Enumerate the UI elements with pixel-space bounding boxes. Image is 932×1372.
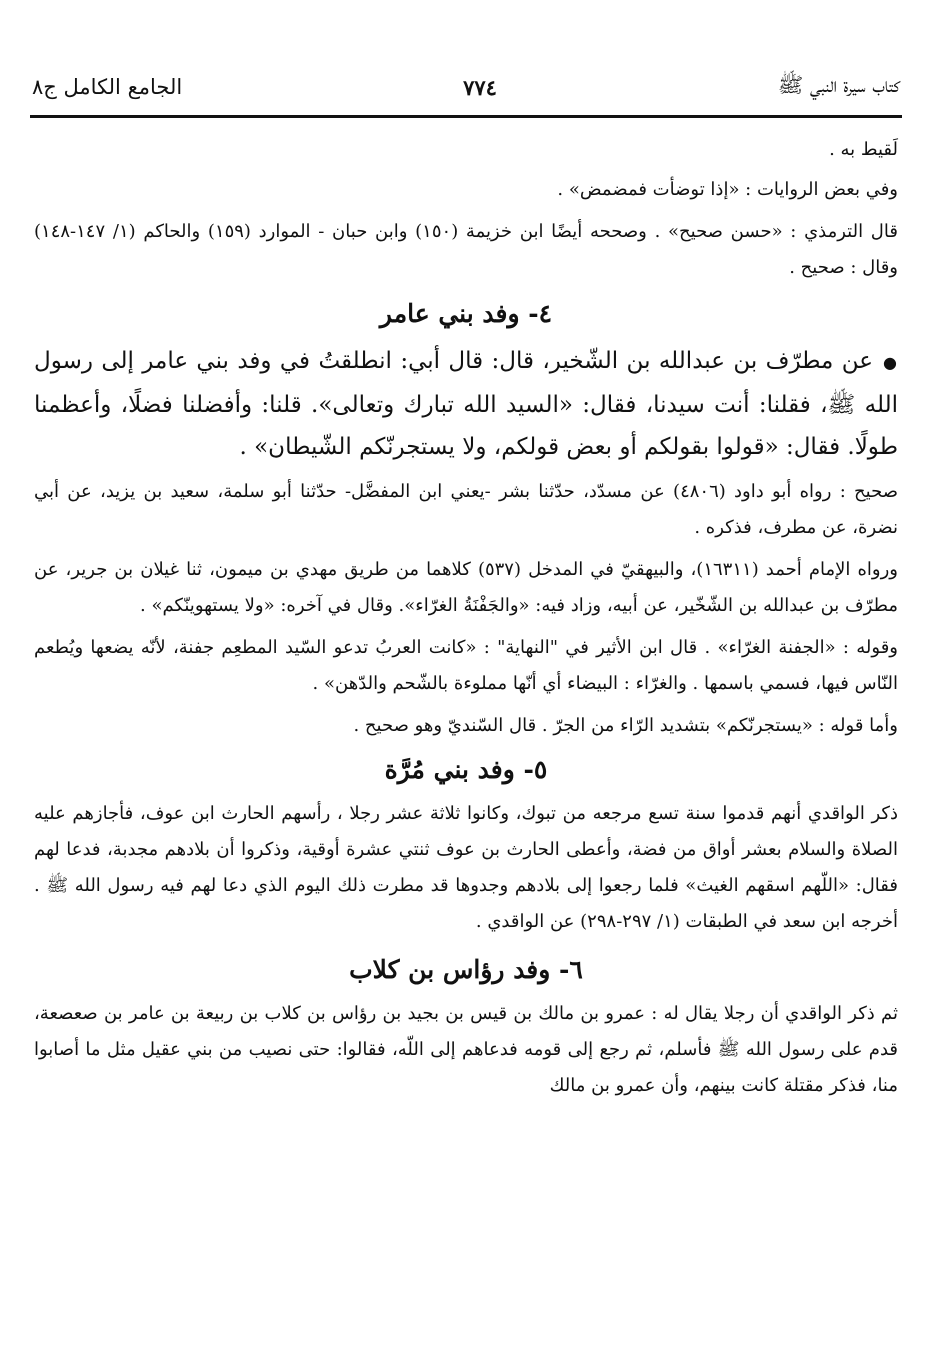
hadith-body: عن مطرّف بن عبدالله بن الشّخير، قال: قال أبي: انطلقتُ في وفد بني عامر إلى رسول الله ﷺ، فقلنا: أنت سيدنا، فقال: «السيد الله تبارك وتعالى». قلنا: وأفضلنا فضلًا، وأعظمنا طولًا. فقال: «قولوا بقولكم أو بعض قولكم، ولا يستجرنّكم الشّيطان» . (34, 348, 898, 460)
book-title: كتاب سيرة النبي ﷺ (777, 72, 900, 97)
volume-title: الجامع الكامل ج٨ (32, 75, 183, 99)
section-heading: ٦- وفد رؤاس بن كلاب (349, 955, 583, 984)
paragraph: وفي بعض الروايات : «إذا توضأت فمضمض» . (557, 179, 898, 200)
running-header (32, 62, 900, 112)
paragraph: قال الترمذي : «حسن صحيح» . وصححه أيضًا ابن خزيمة (١٥٠) وابن حبان - الموارد (١٥٩) والحاكم (١/ ١٤٧-١٤٨) وقال : صحيح . (34, 221, 898, 278)
section-heading: ٤- وفد بني عامر (379, 299, 553, 328)
bullet-icon: ● (882, 353, 898, 372)
section-heading: ٥- وفد بني مُرَّة (384, 755, 548, 784)
page-number: ٧٧٤ (463, 74, 497, 100)
paragraph: ذكر الواقدي أنهم قدموا سنة تسع مرجعه من تبوك، وكانوا ثلاثة عشر رجلا ، رأسهم الحارث ابن عوف، فأجازهم عليه الصلاة والسلام بعشر أواق من فضة، وأعطى الحارث بن عوف ثنتي عشرة أوقية، وذكروا أن بلادهم مجدبة، فدعا لهم فقال: «اللّهم اسقهم الغيث» فلما رجعوا إلى بلادهم وجدوها قد مطرت ذلك اليوم الذي دعا لهم فيه رسول الله ﷺ . أخرجه ابن سعد في الطبقات (١/ ٢٩٧-٢٩٨) عن الواقدي . (34, 803, 898, 932)
paragraph: لَقيط به . (829, 139, 898, 160)
paragraph: وقوله : «الجفنة الغرّاء» . قال ابن الأثير في "النهاية" : «كانت العربُ تدعو السّيد المطعِم جفنة، لأنّه يضعها ويُطعم النّاس فيها، فسمي باسمها . والغرّاء : البيضاء أي أنّها مملوءة بالشّحم والدّهن» . (34, 637, 898, 694)
paragraph: ورواه الإمام أحمد (١٦٣١١)، والبيهقيّ في المدخل (٥٣٧) كلاهما من طريق مهدي بن ميمون، ثنا غيلان بن جرير، عن مطرّف بن عبدالله بن الشّخّير، عن أبيه، وزاد فيه: «والجَفْنَةُ الغرّاء». وقال في آخره: «ولا يستهوينّكم» . (34, 559, 898, 616)
header-rule (30, 115, 902, 118)
paragraph: وأما قوله : «يستجرنّكم» بتشديد الرّاء من الجرّ . قال السّنديّ وهو صحيح . (353, 715, 898, 736)
paragraph: ثم ذكر الواقدي أن رجلا يقال له : عمرو بن مالك بن قيس بن بجيد بن رؤاس بن كلاب بن ربيعة بن عامر بن صعصعة، قدم على رسول الله ﷺ فأسلم، ثم رجع إلى قومه فدعاهم إلى اللّه، فقالوا: حتى نصيب من بني عقيل مثل ما أصابوا منا، فذكر مقتلة كانت بينهم، وأن عمرو بن مالك (34, 1003, 898, 1096)
hadith-text (34, 340, 898, 468)
page-body (34, 132, 898, 1104)
paragraph: صحيح : رواه أبو داود (٤٨٠٦) عن مسدّد، حدّثنا بشر -يعني ابن المفضَّل- حدّثنا أبو سلمة، سعيد بن يزيد، عن أبي نضرة، عن مطرف، فذكره . (34, 481, 899, 538)
